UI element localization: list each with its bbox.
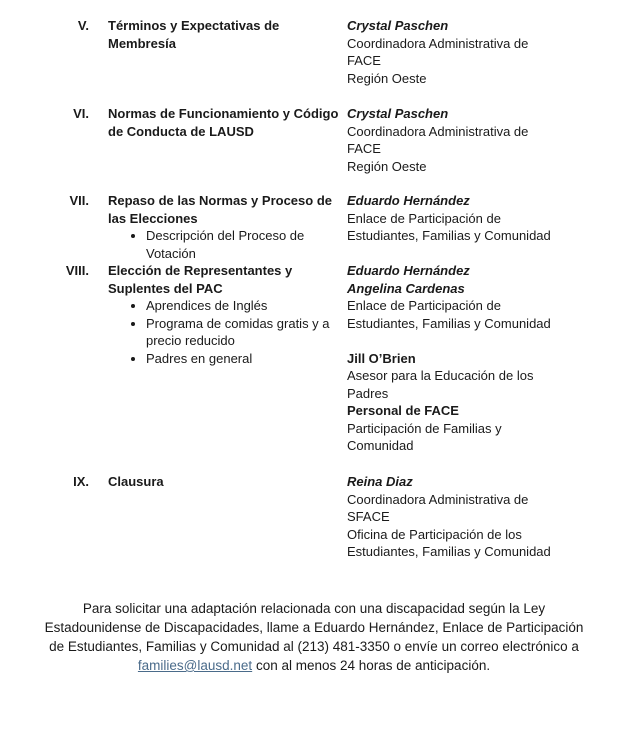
presenter-name: Jill O’Brien	[347, 350, 416, 366]
item-responsible	[347, 192, 563, 245]
presenter-title: Asesor para la Educación de los Padres	[347, 368, 534, 401]
item-number: IX.	[73, 474, 89, 489]
presenter-title: Enlace de Participación de Estudiantes, Familias y Comunidad	[347, 210, 551, 243]
presenter-name: Crystal Paschen	[347, 18, 449, 33]
presenter-office: Región Oeste	[347, 70, 427, 86]
item-responsible	[347, 473, 563, 561]
item-topic	[108, 192, 344, 262]
presenter-title: Enlace de Participación de Estudiantes, Familias y Comunidad	[347, 298, 551, 331]
bullet-item: • Aprendices de Inglés	[146, 297, 344, 315]
presenter-name: Eduardo Hernández	[347, 193, 470, 208]
item-responsible	[347, 262, 563, 455]
item-responsible	[347, 105, 563, 175]
topic-bullets	[108, 227, 344, 262]
bullet-item: • Programa de comidas gratis y a precio reducido	[146, 315, 344, 350]
item-number: VII.	[69, 193, 89, 208]
presenter-title: Coordinadora Administrativa de FACE	[347, 123, 529, 156]
presenter-office: Región Oeste	[347, 158, 427, 174]
presenter-name: Angelina Cardenas	[347, 280, 465, 296]
item-number: VIII.	[65, 263, 89, 278]
accommodation-notice	[40, 599, 588, 675]
email-link[interactable]: families@lausd.net	[137, 658, 253, 673]
item-topic	[108, 262, 344, 367]
item-responsible	[347, 17, 563, 87]
presenter-title: Participación de Familias y Comunidad	[347, 420, 502, 453]
topic-bullets	[108, 297, 344, 367]
item-topic: Términos y Expectativas de Membresía	[108, 18, 280, 51]
presenter-title: Coordinadora Administrativa de SFACE	[347, 491, 529, 524]
bullet-item: • Padres en general	[146, 350, 344, 368]
presenter-office: Oficina de Participación de los Estudiantes, Familias y Comunidad	[347, 526, 551, 559]
presenter-title: Coordinadora Administrativa de FACE	[347, 35, 529, 68]
item-number: VI.	[73, 106, 89, 121]
bullet-item: • Descripción del Proceso de Votación	[146, 227, 344, 262]
presenter-name: Crystal Paschen	[347, 106, 449, 121]
topic-title: Elección de Representantes y Suplentes del PAC	[108, 263, 293, 296]
notice-text-end: con al menos 24 horas de anticipación.	[255, 658, 491, 673]
notice-text: Para solicitar una adaptación relacionada con una discapacidad según la Ley Estadounidense de Discapacidades, llame a Eduardo Hernández, Enlace de Participación de Estudiantes, Familias y Comunidad al (213) 481-3350 o envíe un correo electrónico a	[44, 601, 584, 654]
item-topic: Normas de Funcionamiento y Código de Conducta de LAUSD	[108, 106, 339, 139]
topic-title: Repaso de las Normas y Proceso de las Elecciones	[108, 193, 332, 226]
item-topic: Clausura	[108, 474, 164, 489]
presenter-name: Personal de FACE	[347, 403, 459, 418]
item-number: V.	[77, 18, 89, 33]
presenter-name: Eduardo Hernández	[347, 263, 470, 278]
presenter-name: Reina Diaz	[347, 474, 413, 489]
